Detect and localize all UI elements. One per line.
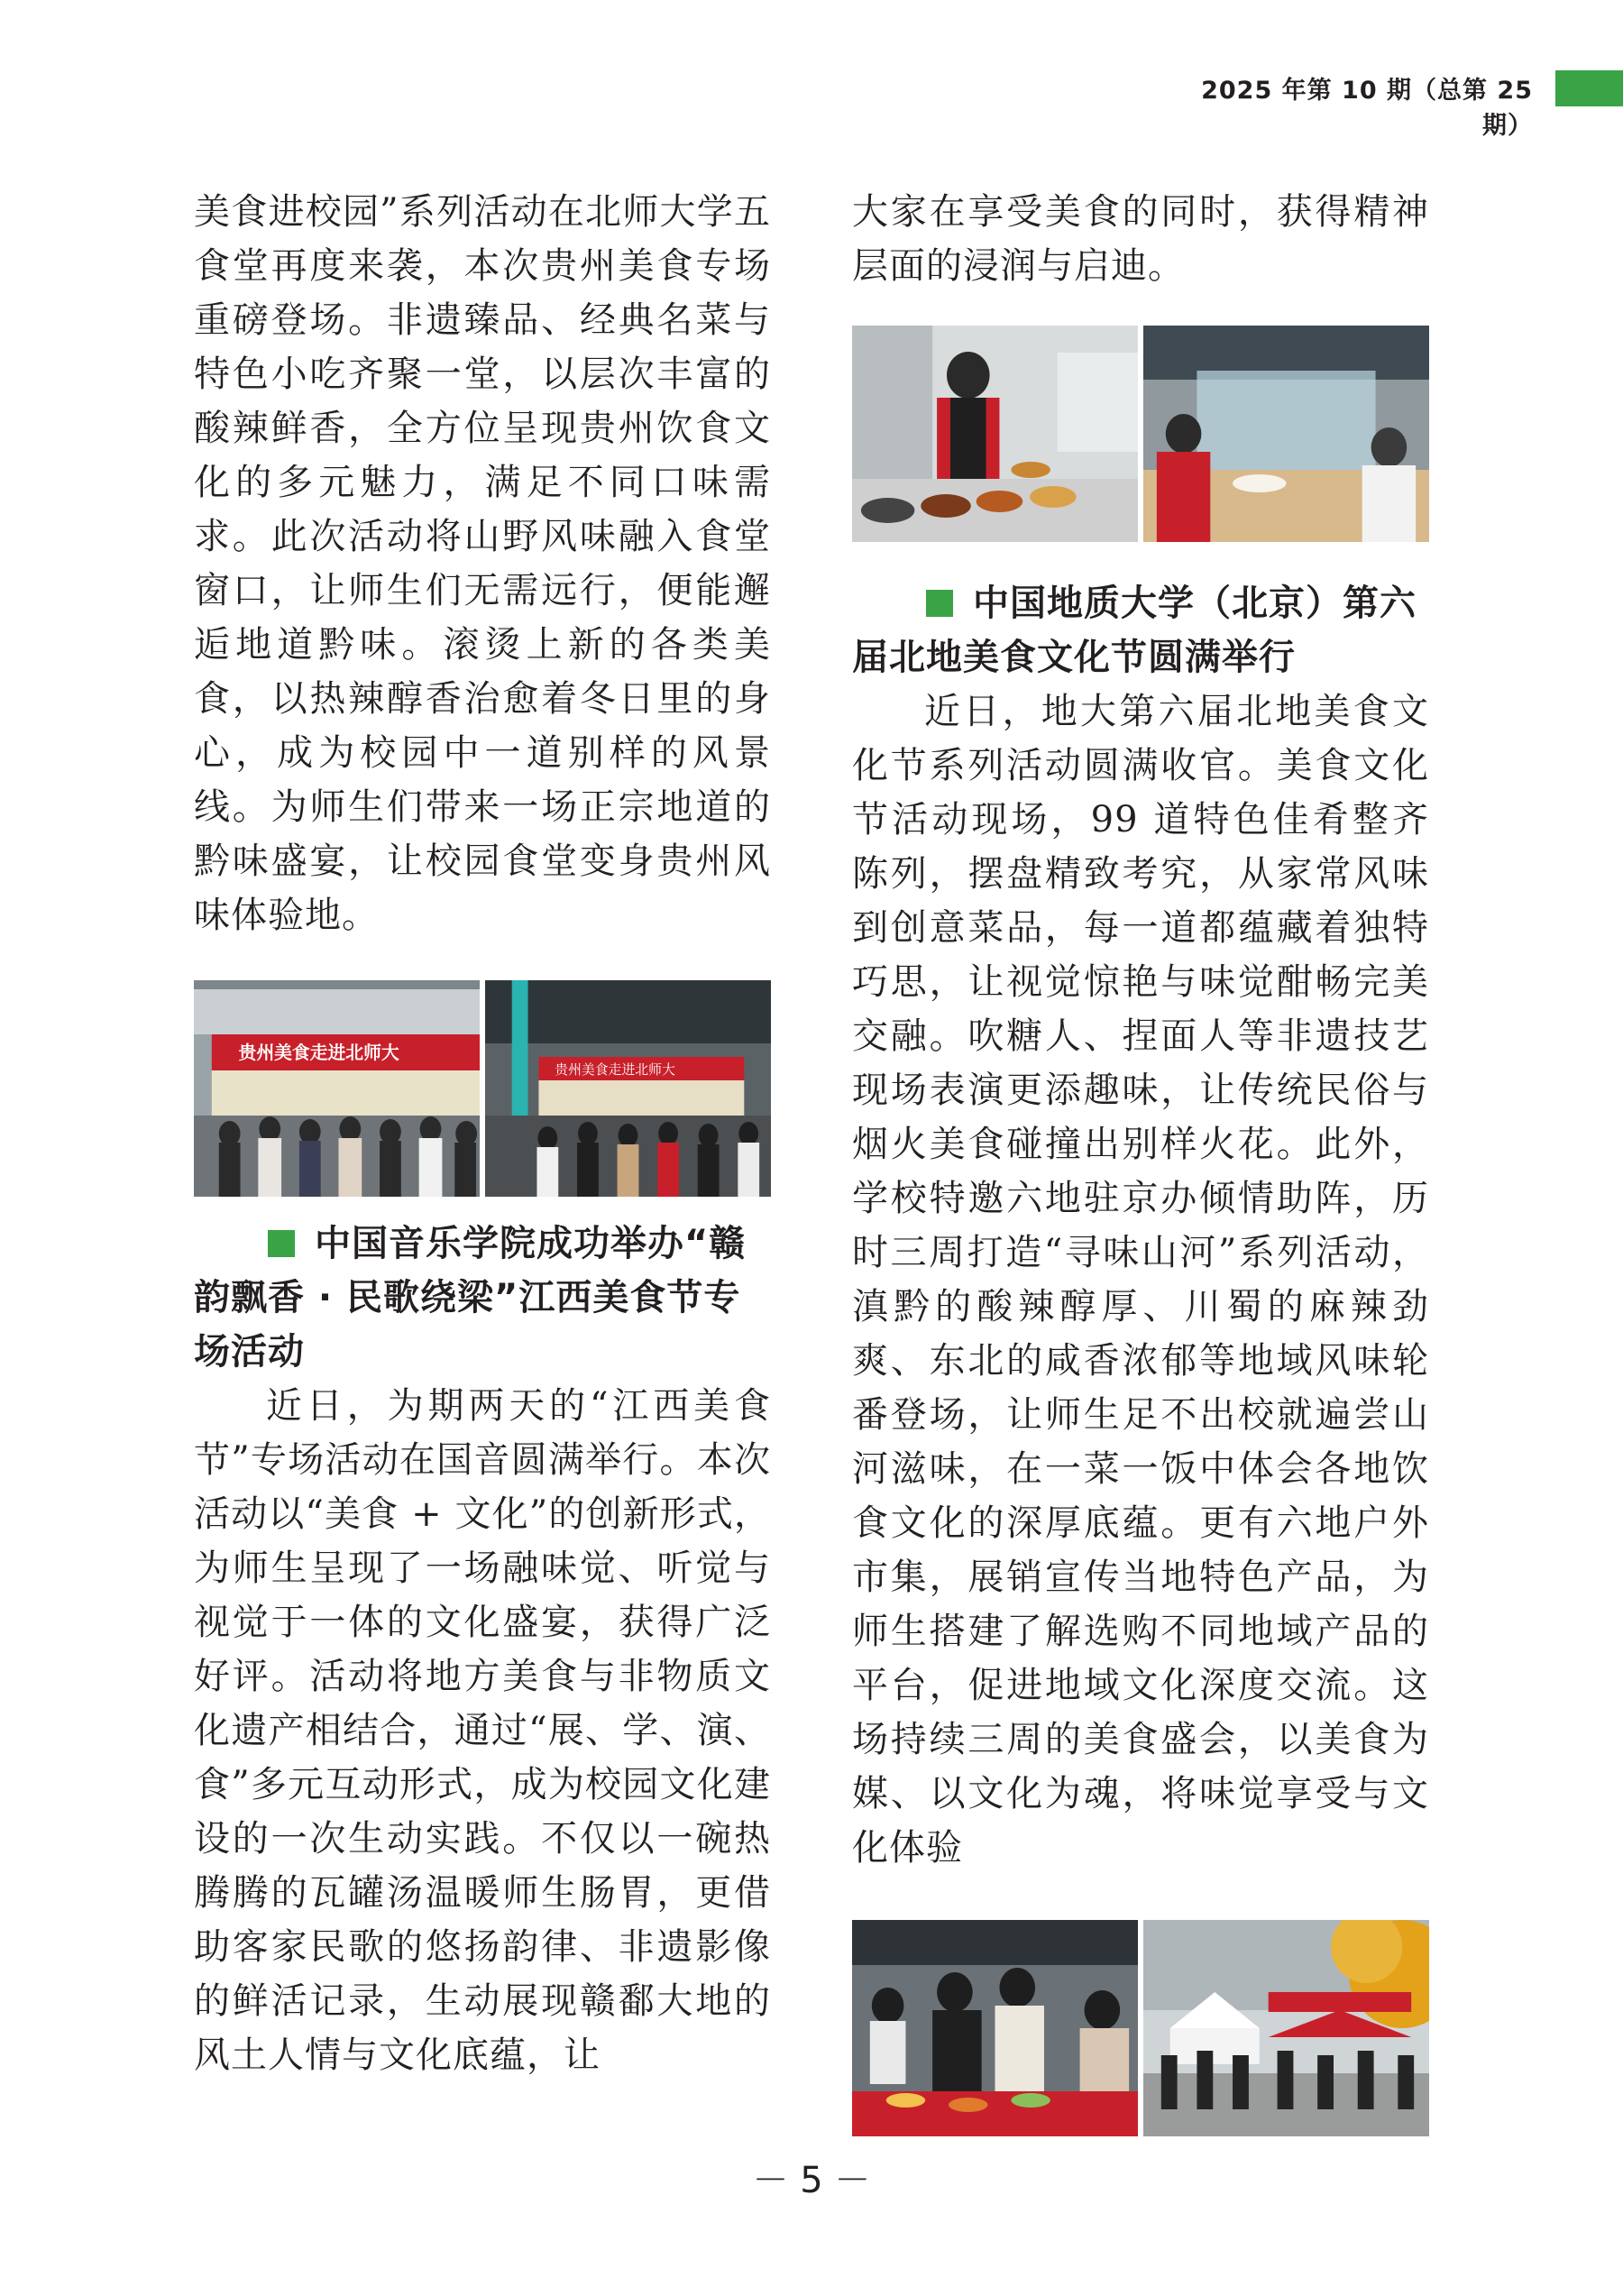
jiangxi-paragraph: 近日，为期两天的“江西美食节”专场活动在国音圆满举行。本次活动以“美食 + 文化”的创新形式，为师生呈现了一场融味觉、听觉与视觉于一体的文化盛宴，获得广泛好评。活动将地方美食与非物质文化遗产相结合，通过“展、学、演、食”多元互动形式，成为校园文化建设的一次生动实践。不仅以一碗热腾腾的瓦罐汤温暖师生肠胃，更借助客家民歌的悠扬韵律、非遗影像的鲜活记录，生动展现赣鄱大地的风土人情与文化底蕴，让 [194, 1385, 771, 2076]
photo-pair-buffet [852, 326, 1429, 542]
banner-text-left: 贵州美食走进北师大 [238, 1042, 399, 1064]
continued-paragraph: 大家在享受美食的同时，获得精神层面的浸润与启迪。 [852, 191, 1429, 287]
photo-pair-festival [852, 1920, 1429, 2136]
intro-paragraph: 美食进校园”系列活动在北师大学五食堂再度来袭，本次贵州美食专场重磅登场。非遗臻品、经典名菜与特色小吃齐聚一堂，以层次丰富的酸辣鲜香，全方位呈现贵州饮食文化的多元魅力，满足不同口味需求。此次活动将山野风味融入食堂窗口，让师生们无需远行，便能邂逅地道黔味。滚烫上新的各类美食，以热辣醇香治愈着冬日里的身心，成为校园中一道别样的风景线。为师生们带来一场正宗地道的黔味盛宴，让校园食堂变身贵州风味体验地。 [194, 191, 771, 936]
geology-paragraph: 近日，地大第六届北地美食文化节系列活动圆满收官。美食文化节活动现场，99 道特色佳肴整齐陈列，摆盘精致考究，从家常风味到创意菜品，每一道都蕴藏着独特巧思，让视觉惊艳与味觉酣畅完美交融。吹糖人、捏面人等非遗技艺现场表演更添趣味，让传统民俗与烟火美食碰撞出别样火花。此外，学校特邀六地驻京办倾情助阵，历时三周打造“寻味山河”系列活动，滇黔的酸辣醇厚、川蜀的麻辣劲爽、东北的咸香浓郁等地域风味轮番登场，让师生足不出校就遍尝山河滋味，在一菜一饭中体会各地饮食文化的深厚底蕴。更有六地户外市集，展销宣传当地特色产品，为师生搭建了解选购不同地域产品的平台，促进地域文化深度交流。这场持续三周的美食盛会，以美食为媒、以文化为魂，将味觉享受与文化体验 [852, 691, 1429, 1869]
right-column [852, 185, 1429, 2136]
photo-canteen-queue-right [485, 980, 771, 1197]
left-column [194, 185, 771, 2082]
page-number: － 5 － [752, 2160, 871, 2201]
section-heading-jiangxi [194, 1217, 771, 1379]
photo-diners-table [1143, 326, 1429, 542]
header-accent-bar [1555, 70, 1623, 106]
photo-outdoor-market [1143, 1920, 1429, 2136]
photo-pair-guizhou [194, 980, 771, 1197]
section-marker-icon [926, 590, 953, 617]
photo-canteen-queue-left [194, 980, 480, 1197]
photo-chef-serving [852, 326, 1138, 542]
section-marker-icon [268, 1230, 295, 1257]
section-heading-text: 中国音乐学院成功举办“赣韵飘香 · 民歌绕梁”江西美食节专场活动 [194, 1223, 747, 1373]
issue-label: 2025 年第 10 期（总第 25 期） [1201, 77, 1533, 140]
banner-text-right: 贵州美食走进北师大 [555, 1061, 675, 1079]
photo-students-buffet [852, 1920, 1138, 2136]
section-heading-geology [852, 576, 1429, 684]
section-heading-text: 中国地质大学（北京）第六届北地美食文化节圆满举行 [852, 583, 1417, 678]
